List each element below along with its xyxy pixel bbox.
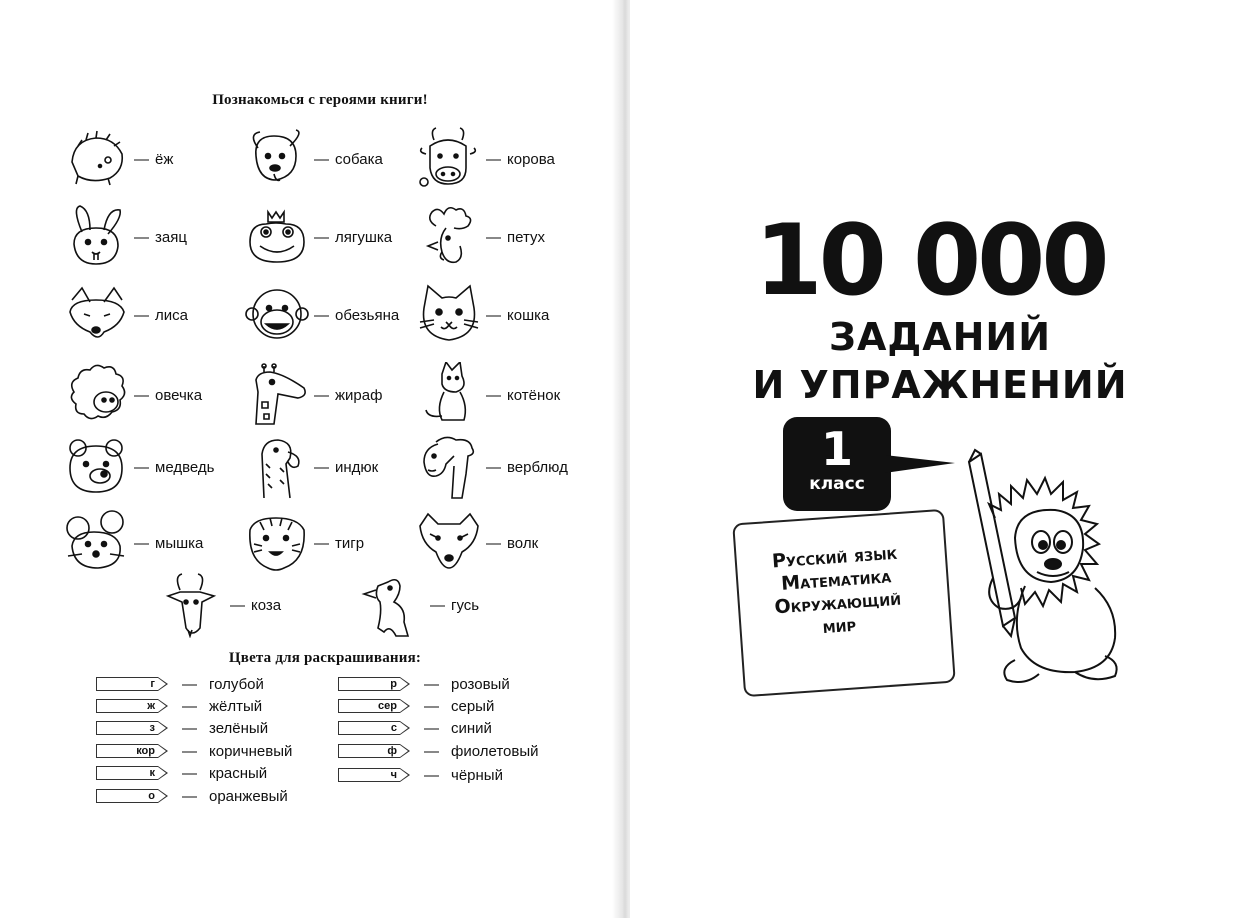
dash: — xyxy=(182,697,197,715)
animal-name: заяц xyxy=(155,228,187,246)
subjects-list xyxy=(739,539,935,644)
animal-entry xyxy=(64,124,173,194)
dash: — xyxy=(182,719,197,737)
color-name: красный xyxy=(209,764,268,782)
dash: — xyxy=(314,458,329,476)
pencil-tip-icon xyxy=(158,789,168,803)
animal-name: коза xyxy=(251,596,282,614)
color-name: оранжевый xyxy=(209,787,288,805)
color-legend-row xyxy=(338,765,503,785)
dash: — xyxy=(486,458,501,476)
monkey-icon xyxy=(244,282,310,348)
pencil-icon: р xyxy=(338,677,400,691)
animal-name: собака xyxy=(335,150,383,168)
dog-icon xyxy=(244,126,310,192)
color-legend-row xyxy=(96,718,268,738)
color-name: фиолетовый xyxy=(451,742,539,760)
dash: — xyxy=(486,534,501,552)
grade-label: класс xyxy=(809,474,865,494)
animal-name: овечка xyxy=(155,386,203,404)
pencil-icon: ч xyxy=(338,768,400,782)
rooster-icon xyxy=(416,204,482,270)
dash: — xyxy=(424,697,439,715)
animal-name: гусь xyxy=(451,596,480,614)
animal-name: медведь xyxy=(155,458,215,476)
subject-item: мир xyxy=(821,613,857,639)
animal-entry xyxy=(64,202,187,272)
animal-entry xyxy=(416,360,560,430)
animal-name: ёж xyxy=(155,150,174,168)
pencil-icon: сер xyxy=(338,699,400,713)
animal-name: лягушка xyxy=(335,228,393,246)
pencil-tip-icon xyxy=(158,766,168,780)
dash: — xyxy=(314,228,329,246)
camel-icon xyxy=(416,434,482,500)
animal-entry xyxy=(64,360,202,430)
color-name: жёлтый xyxy=(209,697,263,715)
dash: — xyxy=(134,534,149,552)
subtitle-line-1: ЗАДАНИЙ xyxy=(828,315,1052,359)
pencil-tip-icon xyxy=(158,744,168,758)
dash: — xyxy=(424,766,439,784)
animal-entry xyxy=(360,570,479,640)
animal-entry xyxy=(244,202,392,272)
pencil-icon: кор xyxy=(96,744,158,758)
dash: — xyxy=(134,228,149,246)
dash: — xyxy=(134,458,149,476)
dash: — xyxy=(182,675,197,693)
pencil-tip-icon xyxy=(158,721,168,735)
animal-entry xyxy=(244,280,399,350)
subject-item: Математика xyxy=(780,565,892,595)
animal-name: обезьяна xyxy=(335,306,400,324)
tiger-icon xyxy=(244,510,310,576)
dash: — xyxy=(134,386,149,404)
animal-name: котёнок xyxy=(507,386,561,404)
animal-entry xyxy=(160,570,281,640)
animal-name: лиса xyxy=(155,306,188,324)
dash: — xyxy=(182,764,197,782)
grade-number: 1 xyxy=(820,422,853,476)
color-legend-row xyxy=(338,741,539,761)
turkey-icon xyxy=(244,434,310,500)
bear-icon xyxy=(64,434,130,500)
pencil-tip-icon xyxy=(158,677,168,691)
dash: — xyxy=(314,306,329,324)
color-legend-row xyxy=(338,696,494,716)
animal-entry xyxy=(244,508,364,578)
animal-name: мышка xyxy=(155,534,204,552)
dash: — xyxy=(230,596,245,614)
color-name: зелёный xyxy=(209,719,269,737)
mouse-icon xyxy=(64,510,130,576)
pencil-icon: г xyxy=(96,677,158,691)
color-legend-row xyxy=(96,786,288,806)
frog-icon xyxy=(244,204,310,270)
color-legend-row xyxy=(338,718,492,738)
animal-entry xyxy=(244,124,383,194)
hedgehog-icon xyxy=(64,126,130,192)
color-name: синий xyxy=(451,719,492,737)
pencil-tip-icon xyxy=(400,744,410,758)
animal-entry xyxy=(416,202,545,272)
color-name: голубой xyxy=(209,675,264,693)
subject-item: Окружающий xyxy=(773,587,902,619)
dash: — xyxy=(314,534,329,552)
giraffe-icon xyxy=(244,362,310,428)
animal-entry xyxy=(416,508,538,578)
animal-entry xyxy=(64,280,188,350)
animal-entry xyxy=(416,432,568,502)
dash: — xyxy=(314,386,329,404)
animal-name: верблюд xyxy=(507,458,568,476)
dash: — xyxy=(134,306,149,324)
pencil-tip-icon xyxy=(400,699,410,713)
pencil-tip-icon xyxy=(400,768,410,782)
animal-name: тигр xyxy=(335,534,365,552)
animal-name: петух xyxy=(507,228,546,246)
subject-item: Русский язык xyxy=(771,541,898,573)
dash: — xyxy=(486,306,501,324)
animal-entry xyxy=(244,360,382,430)
animal-name: кошка xyxy=(507,306,550,324)
color-name: чёрный xyxy=(451,766,503,784)
right-page-cover xyxy=(630,0,1250,918)
dash: — xyxy=(424,742,439,760)
color-name: серый xyxy=(451,697,495,715)
animal-name: жираф xyxy=(335,386,383,404)
big-number-title: 10 000 xyxy=(754,204,1106,318)
animal-entry xyxy=(64,508,203,578)
dash: — xyxy=(430,596,445,614)
grade-speech-bubble xyxy=(783,417,891,511)
color-legend-row xyxy=(96,674,264,694)
color-legend-row xyxy=(96,741,292,761)
animal-entry xyxy=(416,280,549,350)
color-legend-row xyxy=(96,696,262,716)
wolf-icon xyxy=(416,510,482,576)
animal-name: корова xyxy=(507,150,555,168)
pencil-tip-icon xyxy=(400,677,410,691)
pencil-icon: с xyxy=(338,721,400,735)
animal-name: волк xyxy=(507,534,539,552)
dash: — xyxy=(424,675,439,693)
color-name: коричневый xyxy=(209,742,293,760)
pencil-icon: ф xyxy=(338,744,400,758)
dash: — xyxy=(134,150,149,168)
pencil-tip-icon xyxy=(400,721,410,735)
speech-bubble-tail xyxy=(885,455,955,473)
pencil-icon: з xyxy=(96,721,158,735)
hare-icon xyxy=(64,204,130,270)
goat-icon xyxy=(160,572,226,638)
sheep-icon xyxy=(64,362,130,428)
color-name: розовый xyxy=(451,675,510,693)
color-legend-row xyxy=(338,674,510,694)
dash: — xyxy=(182,742,197,760)
pencil-icon: о xyxy=(96,789,158,803)
cat-icon xyxy=(416,282,482,348)
left-page xyxy=(0,0,620,918)
kitten-icon xyxy=(416,362,482,428)
dash: — xyxy=(486,386,501,404)
pencil-icon: к xyxy=(96,766,158,780)
animal-entry xyxy=(64,432,214,502)
dash: — xyxy=(424,719,439,737)
pencil-icon: ж xyxy=(96,699,158,713)
animal-entry xyxy=(244,432,378,502)
dash: — xyxy=(486,228,501,246)
dash: — xyxy=(486,150,501,168)
hedgehog-with-pencil-illustration xyxy=(955,448,1145,688)
fox-icon xyxy=(64,282,130,348)
cow-icon xyxy=(416,126,482,192)
animal-name: индюк xyxy=(335,458,379,476)
dash: — xyxy=(314,150,329,168)
heroes-title: Познакомься с героями книги! xyxy=(212,92,428,108)
colors-title: Цвета для раскрашивания: xyxy=(228,650,422,666)
goose-icon xyxy=(360,572,426,638)
pencil-tip-icon xyxy=(158,699,168,713)
animal-entry xyxy=(416,124,555,194)
dash: — xyxy=(182,787,197,805)
color-legend-row xyxy=(96,763,267,783)
subtitle-line-2: И УПРАЖНЕНИЙ xyxy=(752,363,1128,407)
